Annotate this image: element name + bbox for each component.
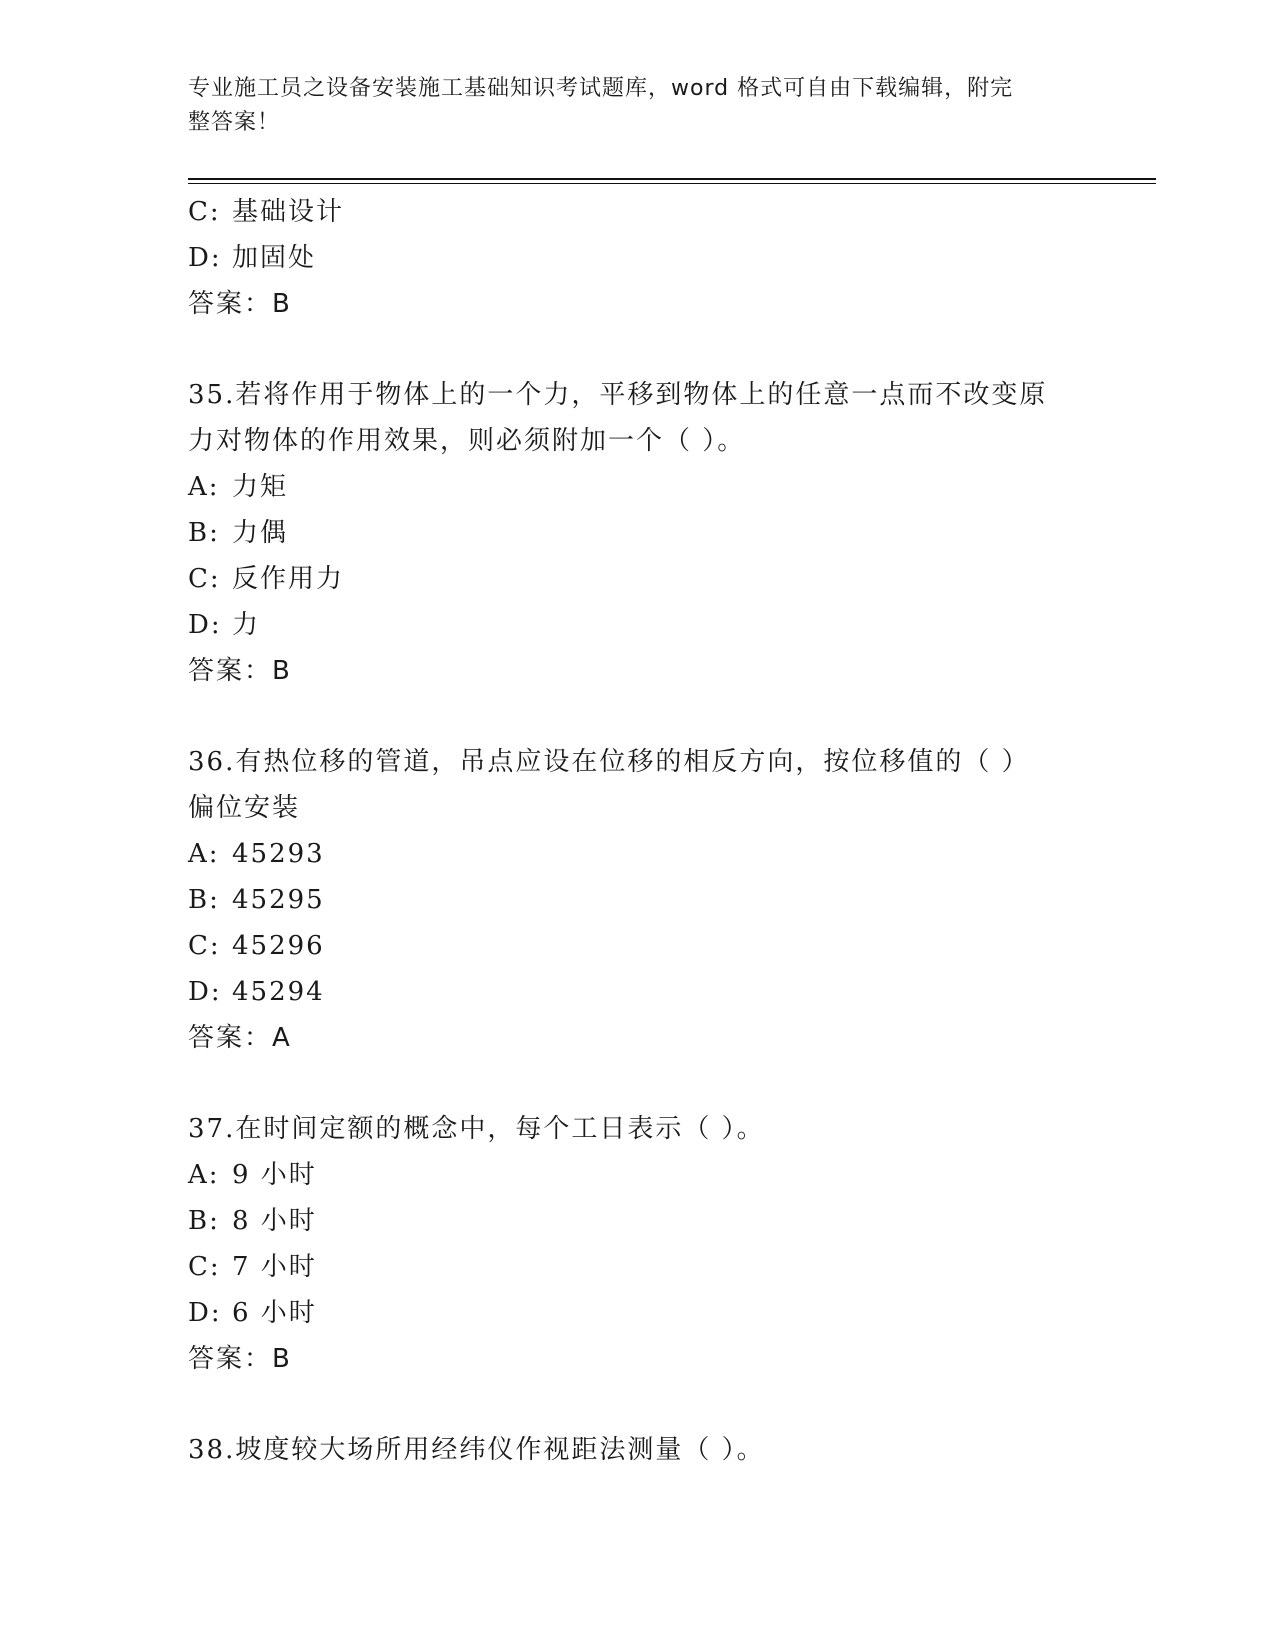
option-b bbox=[188, 1198, 1118, 1244]
answer-line: 答案：A bbox=[188, 1023, 292, 1053]
option-label: B: bbox=[188, 885, 220, 915]
option-text: 9 小时 bbox=[232, 1160, 317, 1190]
option-a bbox=[188, 464, 1118, 510]
option-label: D: bbox=[188, 610, 222, 640]
option-text: 力 bbox=[232, 610, 261, 640]
option-text: 加固处 bbox=[232, 243, 317, 273]
question-list bbox=[188, 189, 1118, 1473]
answer-line: 答案：B bbox=[188, 1344, 292, 1374]
option-label: B: bbox=[188, 1206, 220, 1236]
question-stem: 35.若将作用于物体上的一个力，平移到物体上的任意一点而不改变原 bbox=[188, 380, 1048, 410]
option-label: D: bbox=[188, 243, 222, 273]
option-label: C: bbox=[188, 931, 221, 961]
option-d bbox=[188, 1290, 1118, 1336]
option-label: C: bbox=[188, 197, 221, 227]
option-d bbox=[188, 602, 1118, 648]
question-36 bbox=[188, 739, 1118, 1061]
option-text: 8 小时 bbox=[232, 1206, 317, 1236]
option-label: D: bbox=[188, 1298, 222, 1328]
option-text: 基础设计 bbox=[232, 197, 345, 227]
option-label: B: bbox=[188, 518, 220, 548]
answer-line: 答案：B bbox=[188, 289, 292, 319]
option-text: 45296 bbox=[232, 931, 325, 961]
answer-line: 答案：B bbox=[188, 656, 292, 686]
option-label: C: bbox=[188, 564, 221, 594]
question-35 bbox=[188, 372, 1118, 694]
question-stem: 37.在时间定额的概念中，每个工日表示（ ）。 bbox=[188, 1114, 765, 1144]
question-stem: 偏位安装 bbox=[188, 793, 301, 823]
question-stem: 36.有热位移的管道，吊点应设在位移的相反方向，按位移值的（ ） bbox=[188, 747, 1030, 777]
question-38 bbox=[188, 1427, 1118, 1473]
option-label: C: bbox=[188, 1252, 221, 1282]
option-text: 反作用力 bbox=[232, 564, 345, 594]
header-rule-thick bbox=[188, 178, 1156, 180]
option-c bbox=[188, 1244, 1118, 1290]
question-37 bbox=[188, 1106, 1118, 1382]
question-stem: 38.坡度较大场所用经纬仪作视距法测量（ ）。 bbox=[188, 1435, 765, 1465]
option-a bbox=[188, 831, 1118, 877]
question-34-tail bbox=[188, 189, 1118, 327]
option-label: A: bbox=[188, 472, 220, 502]
option-text: 6 小时 bbox=[232, 1298, 317, 1328]
option-label: A: bbox=[188, 1160, 220, 1190]
option-c bbox=[188, 189, 1118, 235]
header-rule-thin bbox=[188, 183, 1156, 184]
option-text: 45294 bbox=[232, 977, 325, 1007]
header-line-2: 整答案！ bbox=[188, 110, 281, 135]
option-label: D: bbox=[188, 977, 222, 1007]
option-c bbox=[188, 556, 1118, 602]
option-d bbox=[188, 235, 1118, 281]
document-header bbox=[188, 72, 1068, 140]
option-text: 力矩 bbox=[232, 472, 289, 502]
question-stem: 力对物体的作用效果，则必须附加一个（ ）。 bbox=[188, 426, 746, 456]
option-a bbox=[188, 1152, 1118, 1198]
option-b bbox=[188, 510, 1118, 556]
option-text: 45295 bbox=[232, 885, 325, 915]
option-text: 45293 bbox=[232, 839, 325, 869]
option-d bbox=[188, 969, 1118, 1015]
option-text: 7 小时 bbox=[232, 1252, 317, 1282]
option-c bbox=[188, 923, 1118, 969]
option-label: A: bbox=[188, 839, 220, 869]
option-text: 力偶 bbox=[232, 518, 289, 548]
header-line-1: 专业施工员之设备安装施工基础知识考试题库，word 格式可自由下载编辑，附完 bbox=[188, 76, 1014, 101]
option-b bbox=[188, 877, 1118, 923]
